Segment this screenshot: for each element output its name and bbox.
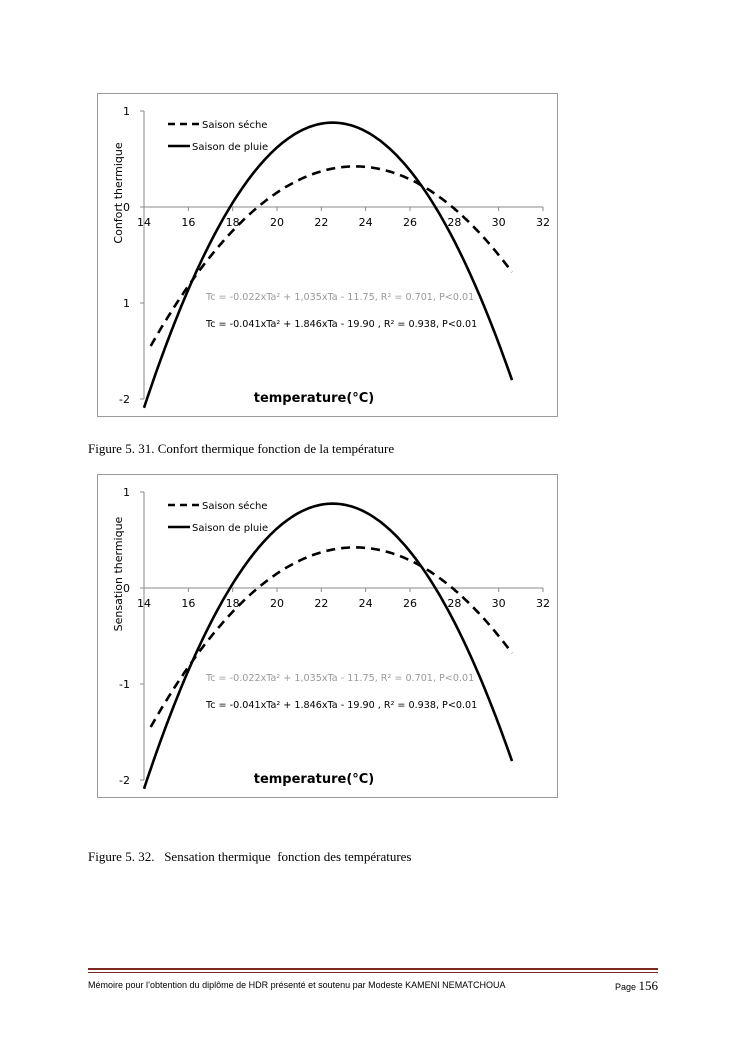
y-tick-label: 0 [123, 582, 130, 595]
x-axis-label: temperature(°C) [253, 391, 375, 406]
x-axis-label: temperature(°C) [253, 772, 375, 787]
figure-5-32-caption: Figure 5. 32. Sensation thermique fonction des températures [88, 849, 412, 864]
x-tick-label: 24 [358, 216, 373, 229]
legend-label-saison-seche: Saison séche [202, 120, 268, 131]
footer-rule-thin [88, 972, 658, 973]
y-tick-label: 1 [123, 486, 130, 499]
chart-svg-2 [98, 475, 559, 799]
footer-text: Mémoire pour l’obtention du diplôme de HDR présenté et soutenu par Modeste KAMENI NEMATCHOUA [88, 980, 506, 990]
y-axis-label: Sensation thermique [112, 516, 125, 632]
series-saison-de-pluie-line [144, 123, 512, 408]
y-tick-label: -1 [119, 678, 130, 691]
x-tick-label: 16 [181, 597, 196, 610]
y-tick-label: -2 [119, 393, 130, 406]
equation-saison-seche: Tc = -0.022xTa² + 1,035xTa - 11.75, R² = 0.701, P<0.01 [206, 292, 475, 303]
y-tick-label: -2 [119, 774, 130, 787]
x-tick-label: 18 [225, 216, 240, 229]
y-axis-label: Confort thermique [112, 142, 125, 244]
equation-saison-seche: Tc = -0.022xTa² + 1,035xTa - 11.75, R² = 0.701, P<0.01 [206, 673, 475, 684]
x-tick-label: 22 [314, 216, 329, 229]
x-tick-label: 16 [181, 216, 196, 229]
footer-page-number: 156 [638, 978, 658, 993]
figure-5-32-chart [97, 474, 558, 798]
footer-page-label: Page [614, 982, 636, 992]
legend-label-saison-de-pluie: Saison de pluie [192, 523, 269, 534]
x-tick-label: 14 [137, 216, 151, 229]
equation-saison-de-pluie: Tc = -0.041xTa² + 1.846xTa - 19.90 , R² = 0.938, P<0.01 [206, 319, 478, 330]
legend-label-saison-de-pluie: Saison de pluie [192, 142, 269, 153]
x-tick-label: 14 [137, 597, 151, 610]
x-tick-label: 26 [403, 597, 417, 610]
x-tick-label: 32 [536, 597, 550, 610]
x-tick-label: 20 [270, 216, 284, 229]
y-tick-label: 0 [123, 201, 130, 214]
x-tick-label: 30 [491, 216, 506, 229]
x-tick-label: 30 [491, 597, 506, 610]
x-tick-label: 20 [270, 597, 284, 610]
x-tick-label: 32 [536, 216, 550, 229]
x-tick-label: 24 [358, 597, 373, 610]
x-tick-label: 28 [447, 216, 462, 229]
footer-rule-thick [88, 968, 658, 970]
figure-5-31-caption: Figure 5. 31. Confort thermique fonction de la température [88, 441, 395, 456]
legend-label-saison-seche: Saison séche [202, 501, 268, 512]
x-tick-label: 26 [403, 216, 417, 229]
x-tick-label: 28 [447, 597, 462, 610]
equation-saison-de-pluie: Tc = -0.041xTa² + 1.846xTa - 19.90 , R² = 0.938, P<0.01 [206, 700, 478, 711]
x-tick-label: 18 [225, 597, 240, 610]
chart-svg-1 [98, 94, 559, 418]
series-saison-de-pluie-line [144, 504, 512, 789]
x-tick-label: 22 [314, 597, 329, 610]
footer-page [615, 978, 658, 994]
y-tick-label: 1 [123, 297, 130, 310]
figure-5-31-chart [97, 93, 558, 417]
y-tick-label: 1 [123, 105, 130, 118]
